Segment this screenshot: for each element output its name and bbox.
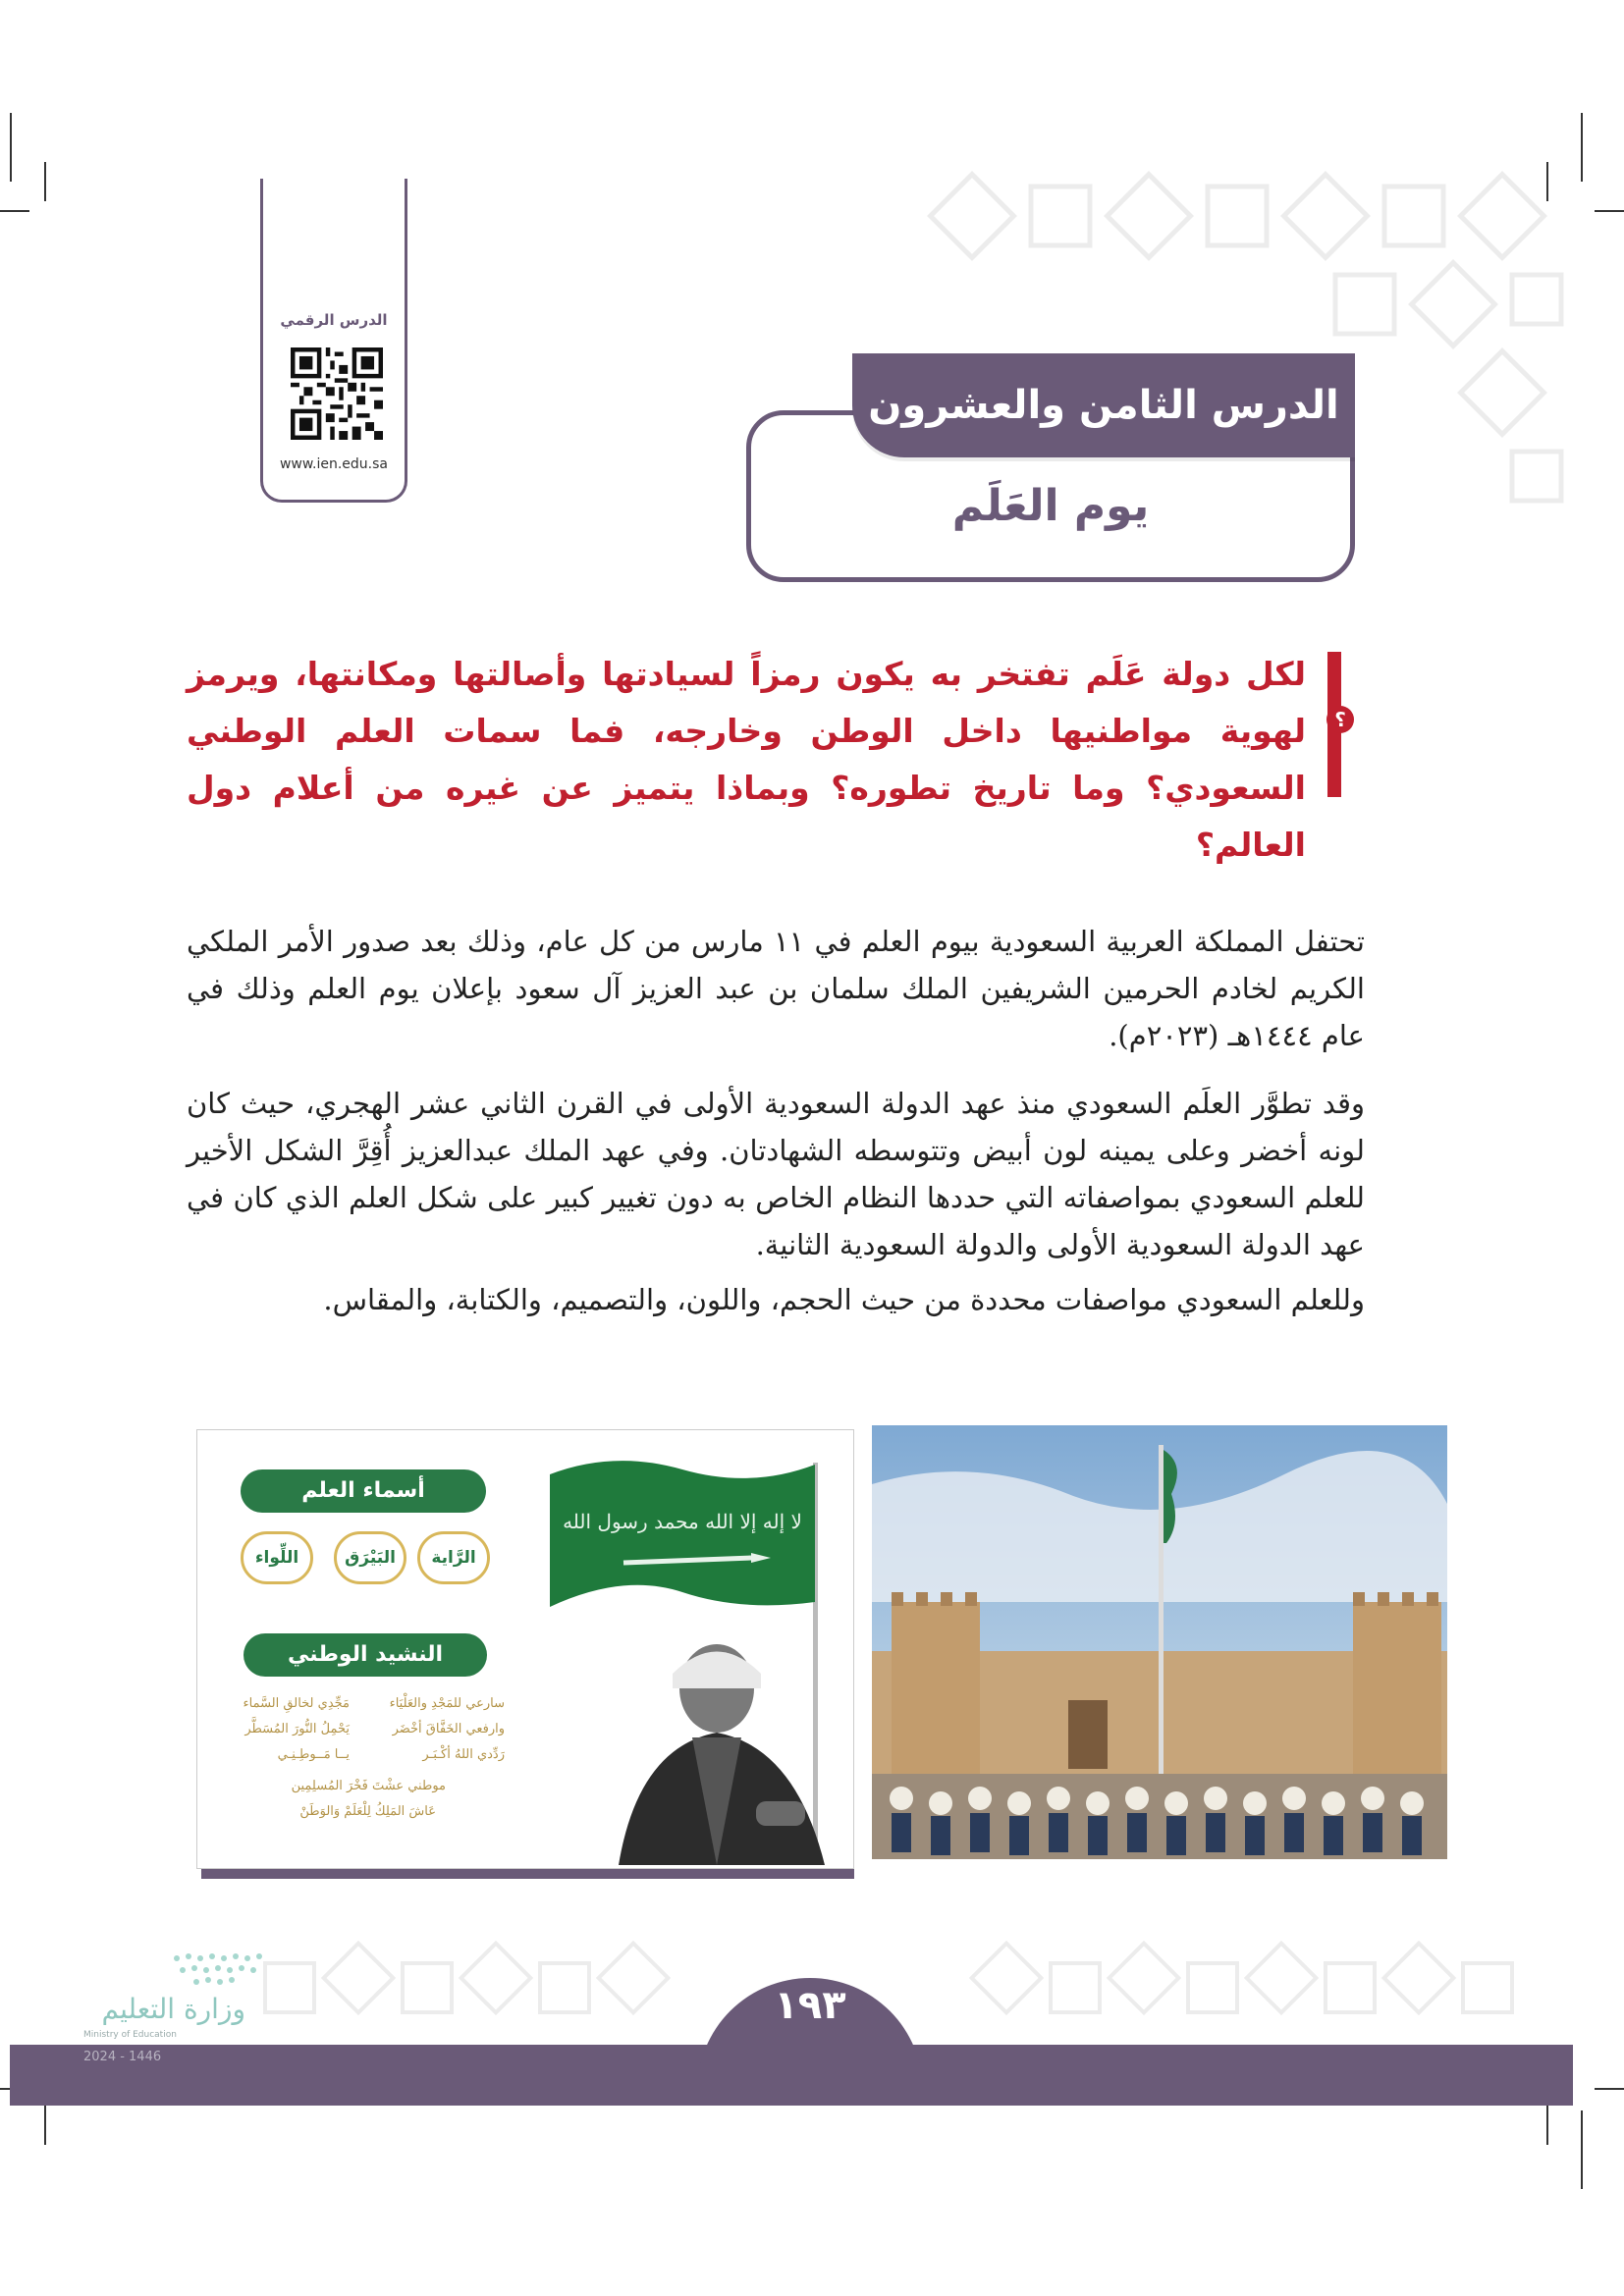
anthem-line: رَدِّدي اللهُ أكْـبَـر bbox=[422, 1747, 505, 1762]
page-number: ١٩٣ bbox=[774, 1983, 846, 2028]
anthem-line: سارعي للمَجْدِ والعَلْيَاء bbox=[389, 1696, 505, 1711]
lesson-title: يوم العَلَم bbox=[951, 481, 1150, 531]
body-paragraph: وقد تطوَّر العلَم السعودي منذ عهد الدولة السعودية الأولى في القرن الثاني عشر الهجري، حيث كان لونه أخضر وعلى يمينه لون أبيض وتتوسطه الشهادتان. وفي عهد الملك عبدالعزيز أُقِرَّ الشكل الأخير للعلم السعودي بمواصفاته التي حددها النظام الخاص به دون تغيير كبير على شكل العلم الذي كان في عهد الدولة السعودية الأولى والدولة السعودية الثانية. bbox=[187, 1087, 1366, 1261]
king-abdulaziz-portrait bbox=[579, 1620, 854, 1865]
flag-name-item: الرَّاية bbox=[417, 1531, 490, 1584]
ministry-name-en: Ministry of Education bbox=[83, 2030, 177, 2040]
crop-mark bbox=[1546, 2101, 1548, 2145]
crop-mark bbox=[1595, 2088, 1624, 2090]
body-paragraph: تحتفل المملكة العربية السعودية بيوم العلم في ١١ مارس من كل عام، وذلك بعد صدور الأمر الملكي الكريم لخادم الحرمين الشريفين الملك سلمان بن عبد العزيز آل سعود بإعلان يوم العلم وذلك في عام ١٤٤٤هـ (٢٠٢٣م). bbox=[187, 925, 1366, 1052]
crop-mark bbox=[0, 210, 29, 212]
body-paragraph: وللعلم السعودي مواصفات محددة من حيث الحجم، واللون، والتصميم، والكتابة، والمقاس. bbox=[323, 1283, 1365, 1316]
crop-mark bbox=[10, 113, 12, 182]
qr-code-icon[interactable] bbox=[291, 347, 383, 440]
anthem-line: يَحْمِلُ النُّورَ المُسَطَّر bbox=[244, 1722, 350, 1736]
anthem-line: يــا مَــوطِـنِـي bbox=[277, 1747, 350, 1762]
intro-question: لكل دولة عَلَم تفتخر به يكون رمزاً لسيادتها وأصالتها ومكانتها، ويرمز لهوية مواطنيها داخل الوطن وخارجه، فما سمات العلم الوطني السعودي؟ وما تاريخ تطوره؟ وبماذا يتميز عن غيره من أعلام دول العالم؟ bbox=[187, 655, 1306, 864]
flag-script: لا إله إلا الله محمد رسول الله bbox=[563, 1510, 802, 1533]
crop-mark bbox=[1581, 2110, 1583, 2189]
ministry-name: وزارة التعليم bbox=[101, 1993, 245, 2025]
anthem-line: وارفعي الخَفَّاقَ أخْضَر bbox=[392, 1722, 505, 1736]
lesson-number-label: الدرس الثامن والعشرون bbox=[852, 353, 1355, 457]
svg-text:؟: ؟ bbox=[1334, 708, 1346, 731]
fort-flag-ceremony-photo bbox=[872, 1425, 1447, 1859]
flag-name-item: اللِّواء bbox=[241, 1531, 313, 1584]
digital-lesson-url[interactable]: www.ien.edu.sa bbox=[279, 456, 389, 472]
edition-year: 2024 - 1446 bbox=[83, 2050, 162, 2064]
crop-mark bbox=[44, 2101, 46, 2145]
saudi-flag-image bbox=[545, 1455, 815, 1612]
flag-names-title: أسماء العلم bbox=[241, 1469, 486, 1513]
digital-lesson-card[interactable] bbox=[260, 179, 407, 503]
crop-mark bbox=[44, 162, 46, 201]
crop-mark bbox=[1581, 113, 1583, 182]
anthem-title: النشيد الوطني bbox=[244, 1633, 487, 1677]
anthem-line: مَجِّدِي لخالقِ السَّماء bbox=[243, 1696, 350, 1711]
question-icon bbox=[1326, 705, 1355, 734]
flag-name-item: البَيْرَق bbox=[334, 1531, 406, 1584]
anthem-line: عَاشَ المَلِكُ لِلْعَلَمْ وَالوَطَنْ bbox=[299, 1804, 436, 1819]
anthem-line: موطني عشْتَ فَخْرَ المُسلِمِين bbox=[291, 1779, 446, 1793]
crop-mark bbox=[1595, 210, 1624, 212]
digital-lesson-title: الدرس الرقمي bbox=[280, 311, 388, 329]
